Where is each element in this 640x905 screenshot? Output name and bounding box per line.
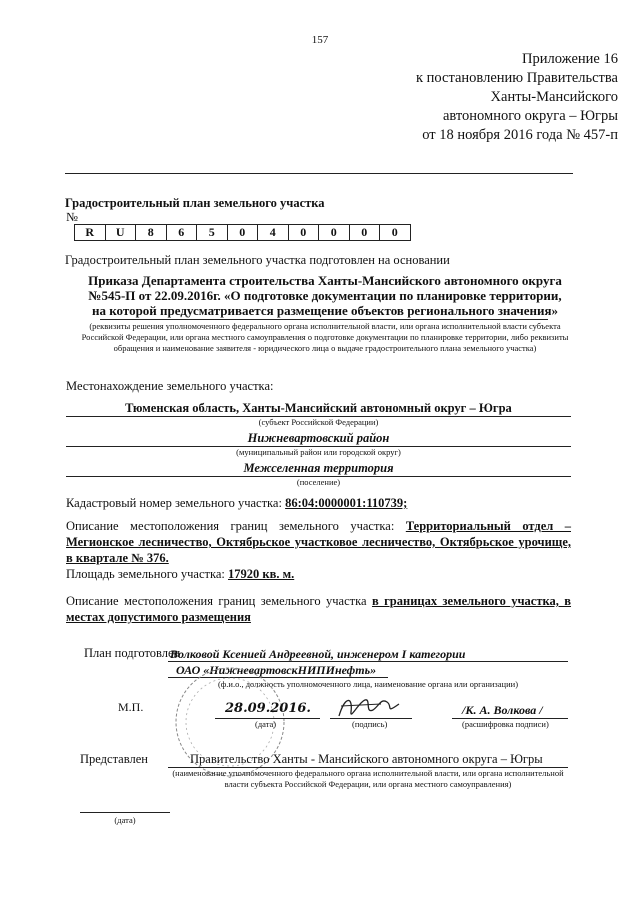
placement-label: Описание местоположения границ земельного участка: [66, 594, 367, 608]
placement-value: в границах земельного участка, в местах допустимого размещения: [66, 594, 572, 624]
code-cell: U: [105, 225, 136, 241]
signature-caption: (подпись): [352, 719, 388, 729]
stamp-label: М.П.: [118, 700, 144, 714]
code-cell: 8: [136, 225, 167, 241]
district-note: (муниципальный район или городской округ): [236, 447, 401, 457]
code-cell: R: [75, 225, 106, 241]
boundaries-value: Территориальный отдел – Мегионское лесничество, Октябрьское участковое лесничество, Октябрьское урочище, в квартале № 376.: [66, 519, 571, 565]
order-underline: [100, 319, 548, 320]
name-caption: (расшифровка подписи): [462, 719, 549, 729]
appendix-line: от 18 ноября 2016 года № 457-п: [422, 127, 618, 143]
presented-label: Представлен: [80, 752, 148, 766]
settlement-note: (поселение): [296, 477, 341, 487]
order-note: (реквизиты решения уполномоченного федерального органа исполнительной власти, или органа исполнительной власти субъекта Российской Федерации, или органа местного самоуправления о подготовке документации по планировке территории, либо реквизиты обращения и наименование заявителя - юридического лица о выдаче градостроительного плана земельного участка): [81, 321, 569, 353]
presented-value: Правительство Ханты - Мансийского автономного округа – Югры: [190, 752, 543, 766]
boundaries-label: Описание местоположения границ земельного участка:: [66, 519, 395, 533]
presented-note: (наименование уполномоченного федерального органа исполнительной власти, или органа исполнительной власти субъекта Российской Федерации, или органа местного самоуправления): [172, 768, 564, 789]
area-row: [66, 567, 294, 582]
area-value: 17920 кв. м.: [228, 567, 295, 581]
basis-label: Градостроительный план земельного участка подготовлен на основании: [65, 253, 450, 267]
bottom-date-underline: [80, 812, 170, 813]
appendix-line: к постановлению Правительства: [416, 70, 618, 86]
placement-row: [66, 593, 571, 625]
prepared-line2: ОАО «НижневартовскНИПИнефть»: [176, 663, 377, 677]
sign-date-value: 28.09.2016.: [225, 701, 311, 716]
page-number: 157: [311, 34, 329, 46]
subject-note: (субъект Российской Федерации): [258, 417, 379, 427]
order-text: Приказа Департамента строительства Ханты-Мансийского автономного округа №545-П от 22.09.2016г. «О подготовке документации по планировке территории, на которой предусматривается размещение объектов регионального значения»: [88, 273, 562, 318]
code-cell: 0: [227, 225, 258, 241]
subject-value: Тюменская область, Ханты-Мансийский автономный округ – Югра: [125, 401, 512, 415]
appendix-line: Приложение 16: [522, 51, 618, 67]
date-caption: (дата): [255, 719, 277, 729]
plan-title: Градостроительный план земельного участка: [65, 196, 325, 210]
top-divider: [65, 173, 573, 174]
location-label: Местонахождение земельного участка:: [66, 379, 274, 393]
cadastral-value: 86:04:0000001:110739;: [285, 496, 408, 510]
code-cell: 6: [166, 225, 197, 241]
code-cell: 0: [319, 225, 350, 241]
appendix-line: автономного округа – Югры: [442, 108, 618, 124]
code-cell: 0: [380, 225, 411, 241]
number-sign: №: [66, 210, 78, 224]
boundaries-row: [66, 518, 571, 566]
prepared-note: (ф.и.о., должность уполномоченного лица, наименование органа или организации): [217, 679, 519, 689]
prepared-line1: Волковой Ксенией Андреевной, инженером I категории: [170, 647, 466, 661]
code-cell: 4: [258, 225, 289, 241]
signer-name: /К. А. Волкова /: [462, 703, 543, 717]
code-cell: 0: [288, 225, 319, 241]
plan-code-table: [74, 224, 411, 241]
prepared-label: План подготовлен: [84, 646, 181, 660]
bottom-date-caption: (дата): [114, 815, 136, 825]
code-cell: 0: [349, 225, 380, 241]
appendix-header: [416, 50, 618, 145]
cadastral-row: [66, 496, 407, 511]
appendix-line: Ханты-Мансийского: [490, 89, 618, 105]
area-label: Площадь земельного участка:: [66, 567, 225, 581]
settlement-value: Межселенная территория: [243, 461, 394, 475]
code-cell: 5: [197, 225, 228, 241]
cadastral-label: Кадастровый номер земельного участка:: [66, 496, 282, 510]
district-value: Нижневартовский район: [247, 431, 390, 445]
